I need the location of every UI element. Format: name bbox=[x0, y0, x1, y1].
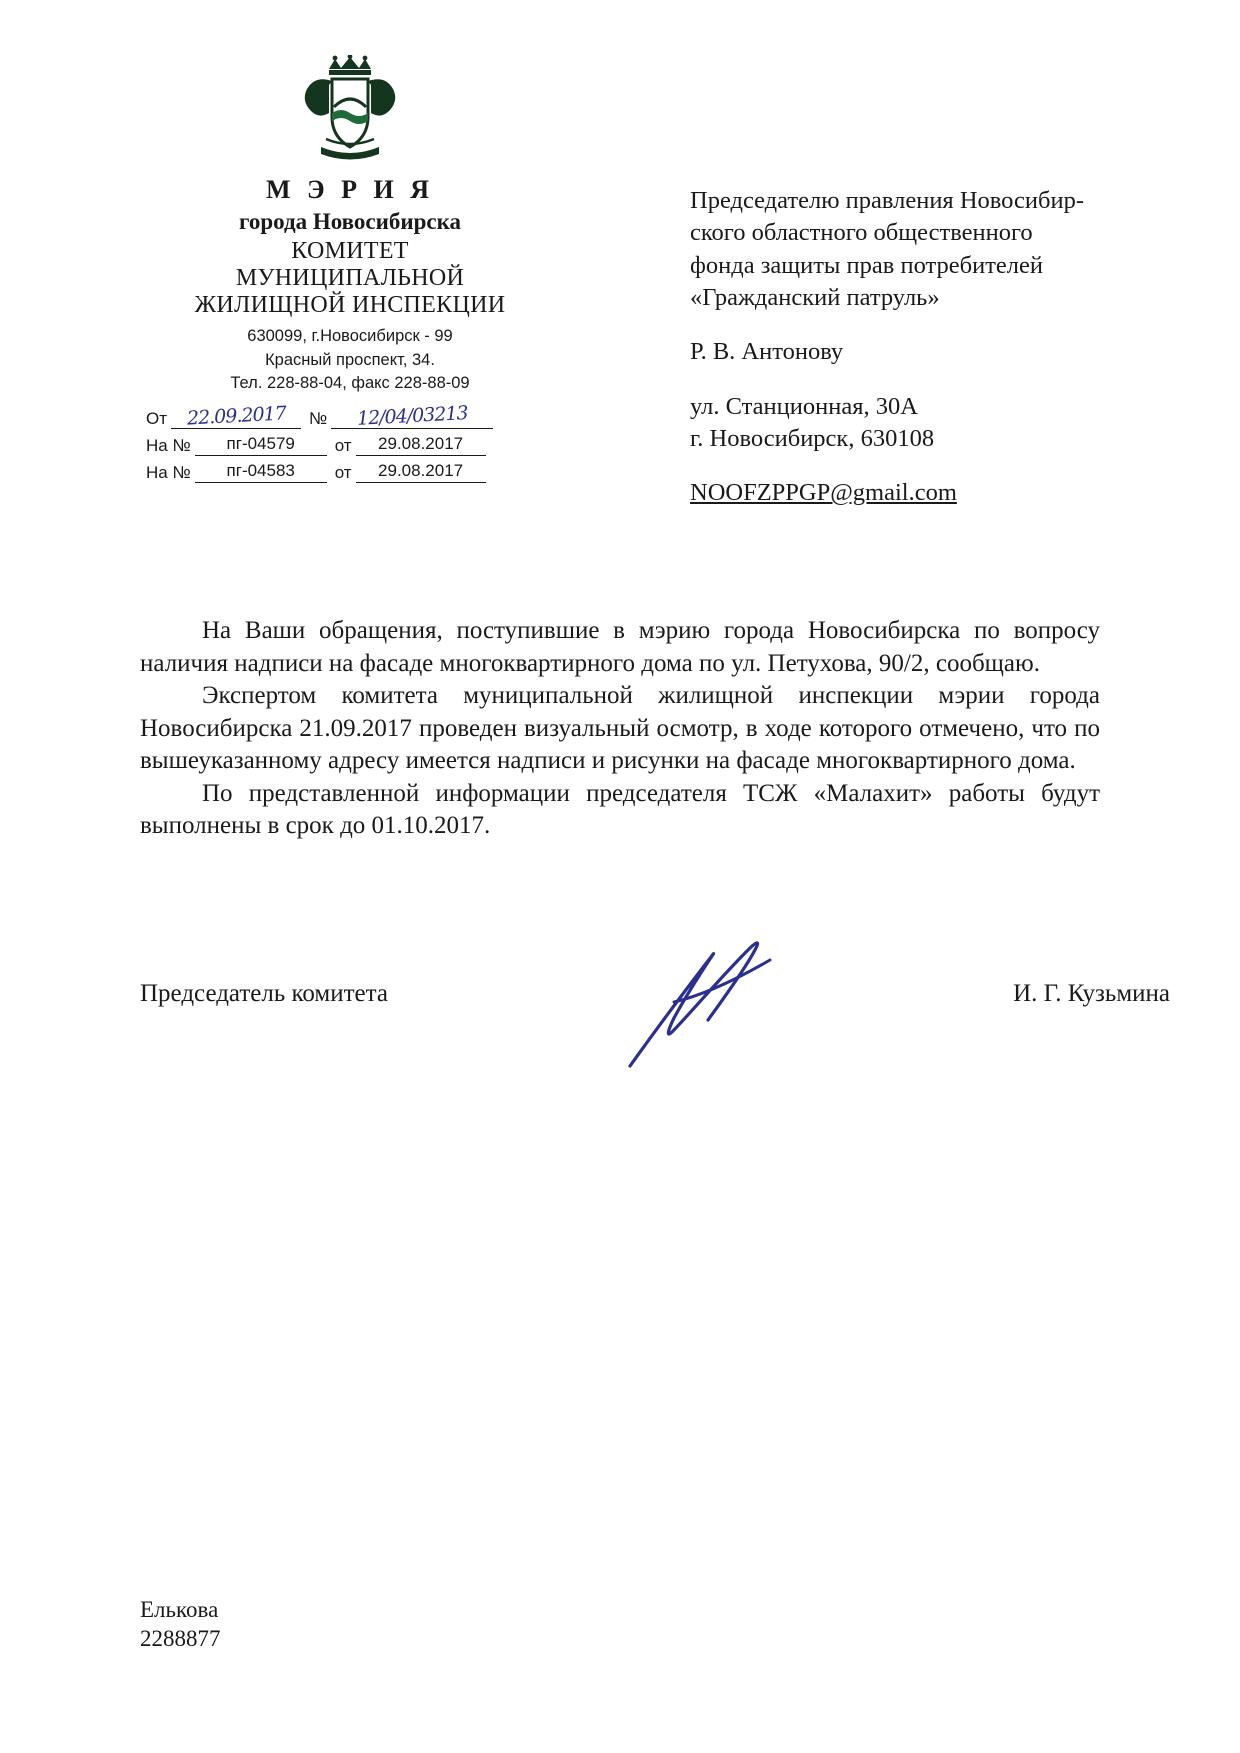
addressee-line-1: Председателю правления Новосибир- bbox=[690, 187, 1084, 214]
addressee-city: г. Новосибирск, 630108 bbox=[690, 424, 935, 452]
incoming-date-label: от bbox=[334, 435, 352, 455]
letterhead-street: Красный проспект, 34. bbox=[265, 350, 435, 369]
incoming-number-value: пг-04583 bbox=[195, 461, 327, 483]
outgoing-date-label: От bbox=[146, 408, 168, 428]
org-name-meriya: М Э Р И Я bbox=[265, 175, 435, 204]
addressee-line-4: «Гражданский патруль» bbox=[690, 283, 940, 311]
outgoing-number-value: 12/04/03213 bbox=[331, 405, 493, 429]
outgoing-reference-row bbox=[146, 402, 560, 429]
body-paragraph-2: Экспертом комитета муниципальной жилищной инспекции мэрии города Новосибирска 21.09.2017 проведен визуальный осмотр, в ходе которого отмечено, что по вышеуказанному адресу имеется надписи и рисунки на фасаде многоквартирного дома. bbox=[140, 682, 1100, 774]
addressee-person: Р. В. Антонову bbox=[690, 338, 844, 366]
incoming-date-label: от bbox=[334, 462, 352, 482]
addressee-line-3: фонда защиты прав потребителей bbox=[690, 251, 1043, 279]
signer-title: Председатель комитета bbox=[140, 980, 388, 1007]
addressee-block bbox=[690, 185, 1160, 510]
letterhead bbox=[140, 55, 560, 483]
org-name-housing-inspection: ЖИЛИЩНОЙ ИНСПЕКЦИИ bbox=[194, 292, 506, 319]
incoming-reference-row bbox=[146, 429, 560, 456]
handwritten-signature-icon bbox=[620, 938, 810, 1078]
executor-phone: 2288877 bbox=[140, 1626, 221, 1652]
incoming-number-label: На № bbox=[146, 462, 191, 482]
addressee-email[interactable]: NOOFZPPGP@gmail.com bbox=[690, 479, 957, 507]
org-name-municipal: МУНИЦИПАЛЬНОЙ bbox=[235, 265, 465, 292]
incoming-number-value: пг-04579 bbox=[195, 434, 327, 456]
letterhead-phone: Тел. 228-88-04, факс 228-88-09 bbox=[230, 374, 470, 393]
body-paragraph-1: На Ваши обращения, поступившие в мэрию города Новосибирска по вопросу наличия надписи на фасаде многоквартирного дома по ул. Петухова, 90/2, сообщаю. bbox=[140, 617, 1100, 677]
outgoing-date-value: 22.09.2017 bbox=[171, 405, 301, 429]
addressee-spacer-3 bbox=[690, 455, 1160, 477]
org-name-city: города Новосибирска bbox=[238, 209, 462, 234]
incoming-date-value: 29.08.2017 bbox=[356, 461, 486, 483]
executor-name: Елькова bbox=[140, 1597, 219, 1622]
incoming-date-value: 29.08.2017 bbox=[356, 434, 486, 456]
letterhead-contact-block bbox=[140, 325, 560, 395]
letterhead-postal-code: 630099, г.Новосибирск - 99 bbox=[247, 327, 453, 346]
addressee-line-2: ского областного общественного bbox=[690, 219, 1033, 247]
addressee-spacer-1 bbox=[690, 314, 1160, 336]
addressee-spacer-2 bbox=[690, 369, 1160, 391]
addressee-street: ул. Станционная, 30А bbox=[690, 392, 918, 420]
body-paragraph-3: По представленной информации председателя ТСЖ «Малахит» работы будут выполнены в срок до 01.10.2017. bbox=[140, 779, 1100, 839]
reference-block bbox=[140, 402, 560, 483]
incoming-number-label: На № bbox=[146, 435, 191, 455]
novosibirsk-coat-of-arms-icon bbox=[285, 55, 415, 165]
signer-name: И. Г. Кузьмина bbox=[1013, 980, 1170, 1007]
outgoing-number-label: № bbox=[309, 408, 328, 428]
org-name-committee: КОМИТЕТ bbox=[291, 238, 409, 264]
executor-block bbox=[140, 1595, 221, 1654]
incoming-reference-row bbox=[146, 456, 560, 483]
letter-body bbox=[140, 615, 1100, 843]
